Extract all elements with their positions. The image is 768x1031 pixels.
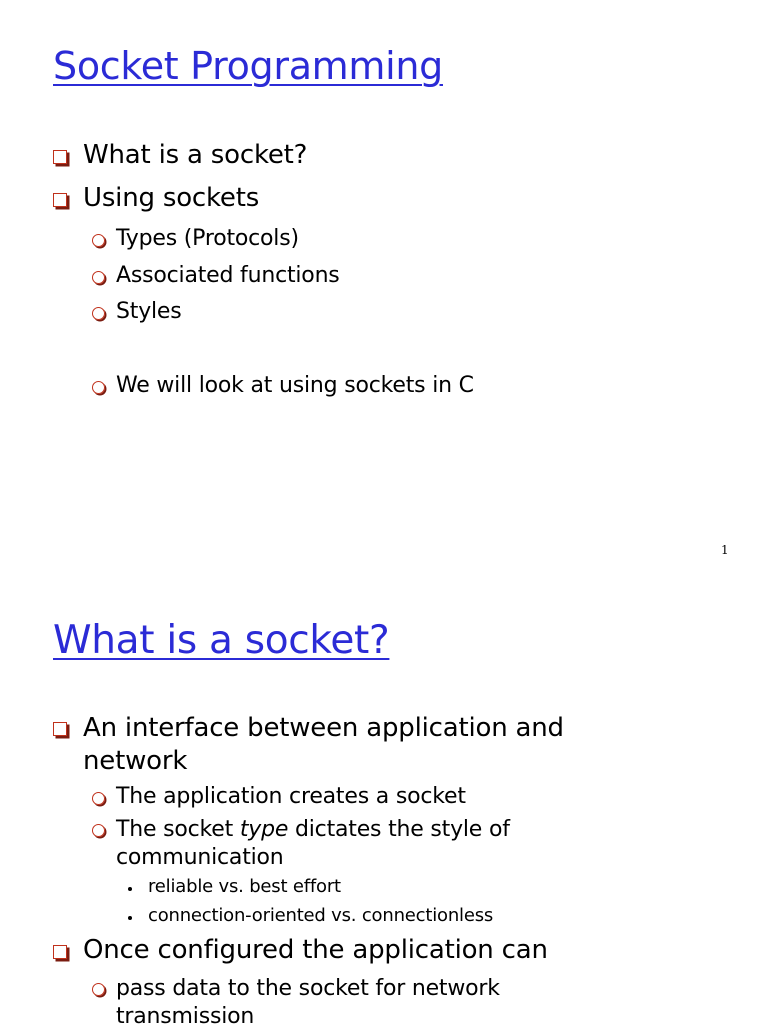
- circle-bullet-icon: [92, 983, 105, 996]
- dot-bullet-icon: [128, 887, 132, 891]
- bullet-text: What is a socket?: [83, 140, 308, 170]
- sub-bullet-text: Types (Protocols): [116, 226, 299, 251]
- text-before: The socket: [116, 817, 240, 842]
- text-italic-type: type: [239, 817, 289, 842]
- sub-sub-bullet-reliable: [128, 876, 341, 897]
- bullet-once-configured: [53, 935, 548, 965]
- bullet-interface: [53, 712, 564, 778]
- sub-bullet-text-line-1: pass data to the socket for network: [116, 976, 500, 1001]
- sub-bullet-app-creates: [92, 784, 466, 809]
- sub-sub-bullet-text: connection-oriented vs. connectionless: [148, 905, 494, 926]
- slide-2-title: What is a socket?: [53, 618, 390, 663]
- circle-bullet-icon: [92, 792, 105, 805]
- bullet-text: Once configured the application can: [83, 935, 548, 965]
- sub-bullet-text: Associated functions: [116, 263, 340, 288]
- dot-bullet-icon: [128, 916, 132, 920]
- slide-2: [0, 572, 768, 1029]
- circle-bullet-icon: [92, 381, 105, 394]
- sub-bullet-text: The application creates a socket: [116, 784, 466, 809]
- page-number: 1: [721, 543, 729, 557]
- text-after: dictates the style of: [288, 817, 510, 842]
- bullet-text-line-1: An interface between application and: [83, 713, 564, 743]
- circle-bullet-icon: [92, 234, 105, 247]
- sub-bullet-text-line-2: communication: [116, 845, 284, 870]
- sub-bullet-text-line-2: transmission: [116, 1004, 255, 1029]
- sub-bullet-sockets-in-c: [92, 373, 474, 398]
- circle-bullet-icon: [92, 824, 105, 837]
- square-bullet-icon: [53, 722, 67, 736]
- sub-sub-bullet-text: reliable vs. best effort: [148, 876, 341, 897]
- sub-bullet-text: Styles: [116, 299, 182, 324]
- sub-bullet-types: [92, 226, 299, 251]
- slide-1-title: Socket Programming: [53, 44, 443, 88]
- square-bullet-icon: [53, 150, 67, 164]
- circle-bullet-icon: [92, 271, 105, 284]
- sub-sub-bullet-connection: [128, 905, 493, 926]
- sub-bullet-text: We will look at using sockets in C: [116, 373, 474, 398]
- sub-bullet-socket-type: [92, 816, 510, 872]
- circle-bullet-icon: [92, 307, 105, 320]
- square-bullet-icon: [53, 193, 67, 207]
- sub-bullet-styles: [92, 299, 182, 324]
- sub-bullet-functions: [92, 263, 340, 288]
- bullet-what-is-socket: [53, 140, 307, 170]
- sub-bullet-pass-data: [92, 975, 500, 1031]
- bullet-text: Using sockets: [83, 183, 260, 213]
- square-bullet-icon: [53, 945, 67, 959]
- bullet-using-sockets: [53, 183, 259, 213]
- sub-bullet-text-line-1: [92, 816, 510, 844]
- bullet-text-line-2: network: [83, 746, 188, 776]
